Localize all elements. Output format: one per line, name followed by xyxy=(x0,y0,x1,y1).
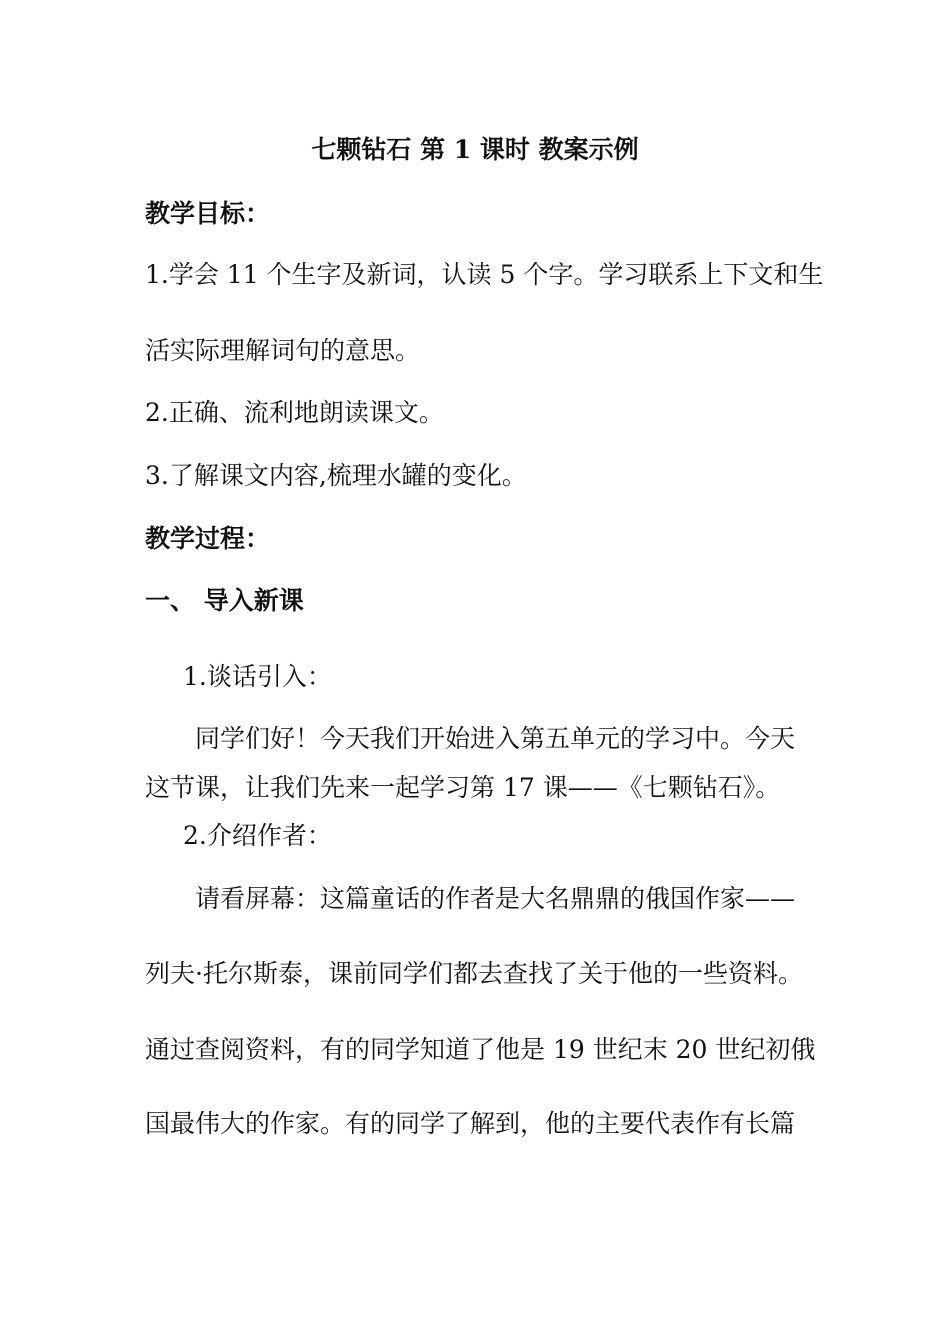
goal-2: 2.正确、流利地朗读课文。 xyxy=(145,398,444,427)
step-1-heading: 1.谈话引入： xyxy=(183,662,332,691)
goal-1-line-2: 活实际理解词句的意思。 xyxy=(145,336,421,365)
paragraph-2-line-3: 通过查阅资料，有的同学知道了他是 19 世纪末 20 世纪初俄 xyxy=(145,1035,816,1064)
document-title: 七颗钻石 第 1 课时 教案示例 xyxy=(311,135,639,164)
paragraph-1-line-2: 这节课，让我们先来一起学习第 17 课——《七颗钻石》。 xyxy=(145,773,781,802)
paragraph-2-line-1: 请看屏幕：这篇童话的作者是大名鼎鼎的俄国作家—— xyxy=(195,884,796,913)
goals-heading: 教学目标： xyxy=(145,199,271,228)
paragraph-2-line-4: 国最伟大的作家。有的同学了解到，他的主要代表作有长篇 xyxy=(145,1109,796,1138)
paragraph-2-line-2: 列夫·托尔斯泰，课前同学们都去查找了关于他的一些资料。 xyxy=(145,959,803,988)
section-1-heading: 一、 导入新课 xyxy=(145,586,304,615)
process-heading: 教学过程： xyxy=(145,524,271,553)
goal-3: 3.了解课文内容,梳理水罐的变化。 xyxy=(145,461,527,490)
step-2-heading: 2.介绍作者： xyxy=(183,821,332,850)
paragraph-1-line-1: 同学们好！今天我们开始进入第五单元的学习中。今天 xyxy=(195,724,796,753)
goal-1-line-1: 1.学会 11 个生字及新词，认读 5 个字。学习联系上下文和生 xyxy=(145,260,824,289)
